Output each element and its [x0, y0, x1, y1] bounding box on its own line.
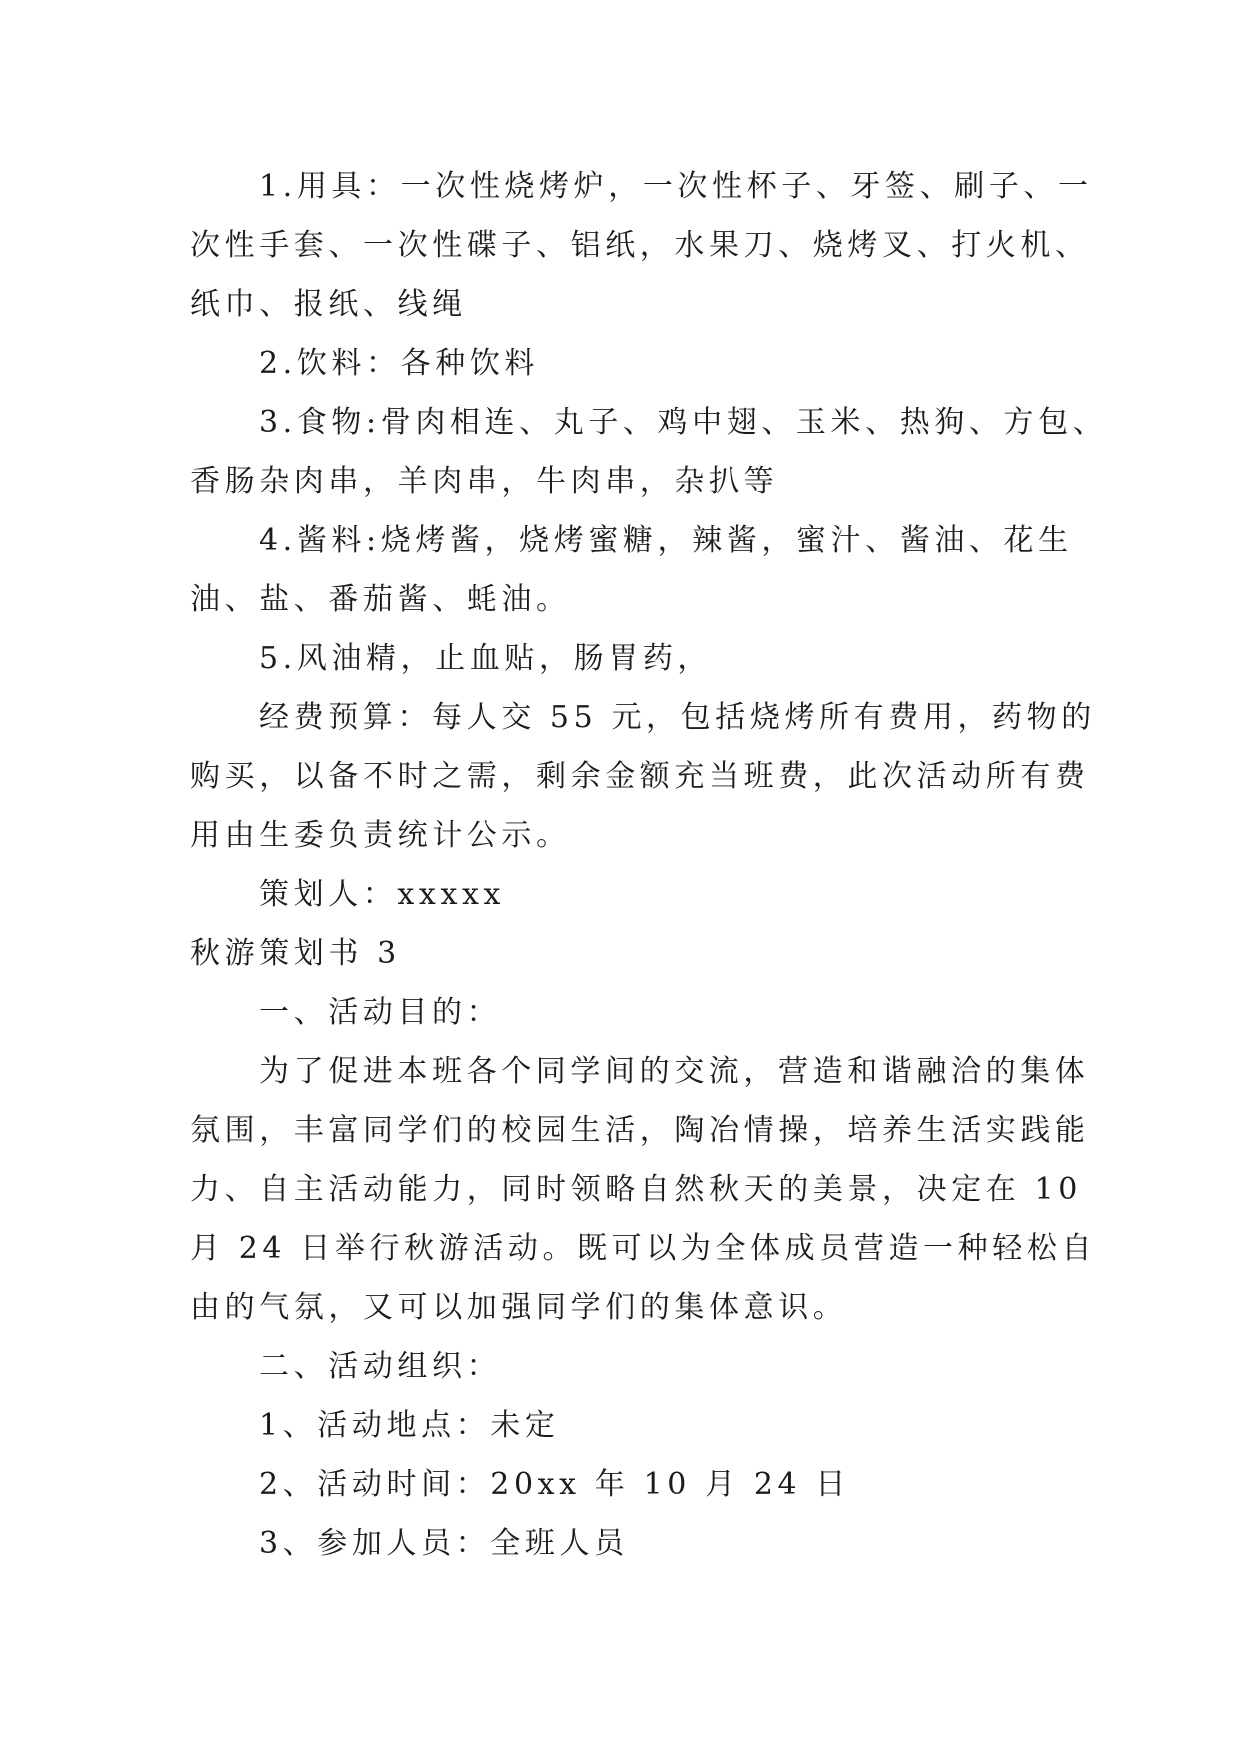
- section-title-text: 秋游策划书 3: [190, 936, 401, 971]
- supplies-food-paragraph: [190, 393, 1241, 511]
- paragraph-line: 4.酱料:烧烤酱，烧烤蜜糖，辣酱，蜜汁、酱油、花生: [259, 523, 1073, 558]
- organization-heading: [190, 1337, 1241, 1396]
- section-title: [190, 924, 1241, 983]
- paragraph-line: 3.食物:骨肉相连、丸子、鸡中翅、玉米、热狗、方包、: [259, 405, 1108, 440]
- paragraph-line: 2.饮料：各种饮料: [259, 346, 540, 381]
- planner-paragraph: [190, 865, 1241, 924]
- planner-line: 策划人：xxxxx: [259, 877, 505, 912]
- heading-text: 二、活动组织：: [259, 1349, 502, 1384]
- heading-text: 一、活动目的：: [259, 995, 502, 1030]
- paragraph-line: 力、自主活动能力，同时领略自然秋天的美景，决定在 10: [190, 1172, 1082, 1207]
- list-item: 1、活动地点：未定: [259, 1408, 560, 1443]
- supplies-medicine-paragraph: [190, 629, 1241, 688]
- paragraph-line: 纸巾、报纸、线绳: [190, 287, 467, 322]
- list-item: 2、活动时间：20xx 年 10 月 24 日: [259, 1467, 850, 1502]
- paragraph-line: 氛围，丰富同学们的校园生活，陶冶情操，培养生活实践能: [190, 1113, 1090, 1148]
- organization-location-item: [190, 1396, 1241, 1455]
- paragraph-line: 购买，以备不时之需，剩余金额充当班费，此次活动所有费: [190, 759, 1090, 794]
- supplies-tools-paragraph: [190, 157, 1241, 334]
- organization-participants-item: [190, 1514, 1241, 1573]
- paragraph-line: 由的气氛，又可以加强同学们的集体意识。: [190, 1290, 848, 1325]
- paragraph-line: 为了促进本班各个同学间的交流，营造和谐融洽的集体: [259, 1054, 1090, 1089]
- paragraph-line: 油、盐、番茄酱、蚝油。: [190, 582, 571, 617]
- list-item: 3、参加人员：全班人员: [259, 1526, 629, 1561]
- paragraph-line: 次性手套、一次性碟子、铝纸，水果刀、烧烤叉、打火机、: [190, 228, 1090, 263]
- budget-paragraph: [190, 688, 1241, 865]
- paragraph-line: 香肠杂肉串，羊肉串，牛肉串，杂扒等: [190, 464, 779, 499]
- paragraph-line: 5.风油精，止血贴，肠胃药，: [259, 641, 713, 676]
- paragraph-line: 经费预算：每人交 55 元，包括烧烤所有费用，药物的: [259, 700, 1096, 735]
- paragraph-line: 用由生委负责统计公示。: [190, 818, 571, 853]
- purpose-heading: [190, 983, 1241, 1042]
- supplies-drinks-paragraph: [190, 334, 1241, 393]
- supplies-sauces-paragraph: [190, 511, 1241, 629]
- paragraph-line: 1.用具：一次性烧烤炉，一次性杯子、牙签、刷子、一: [259, 169, 1093, 204]
- purpose-paragraph: [190, 1042, 1241, 1337]
- organization-time-item: [190, 1455, 1241, 1514]
- paragraph-line: 月 24 日举行秋游活动。既可以为全体成员营造一种轻松自: [190, 1231, 1097, 1266]
